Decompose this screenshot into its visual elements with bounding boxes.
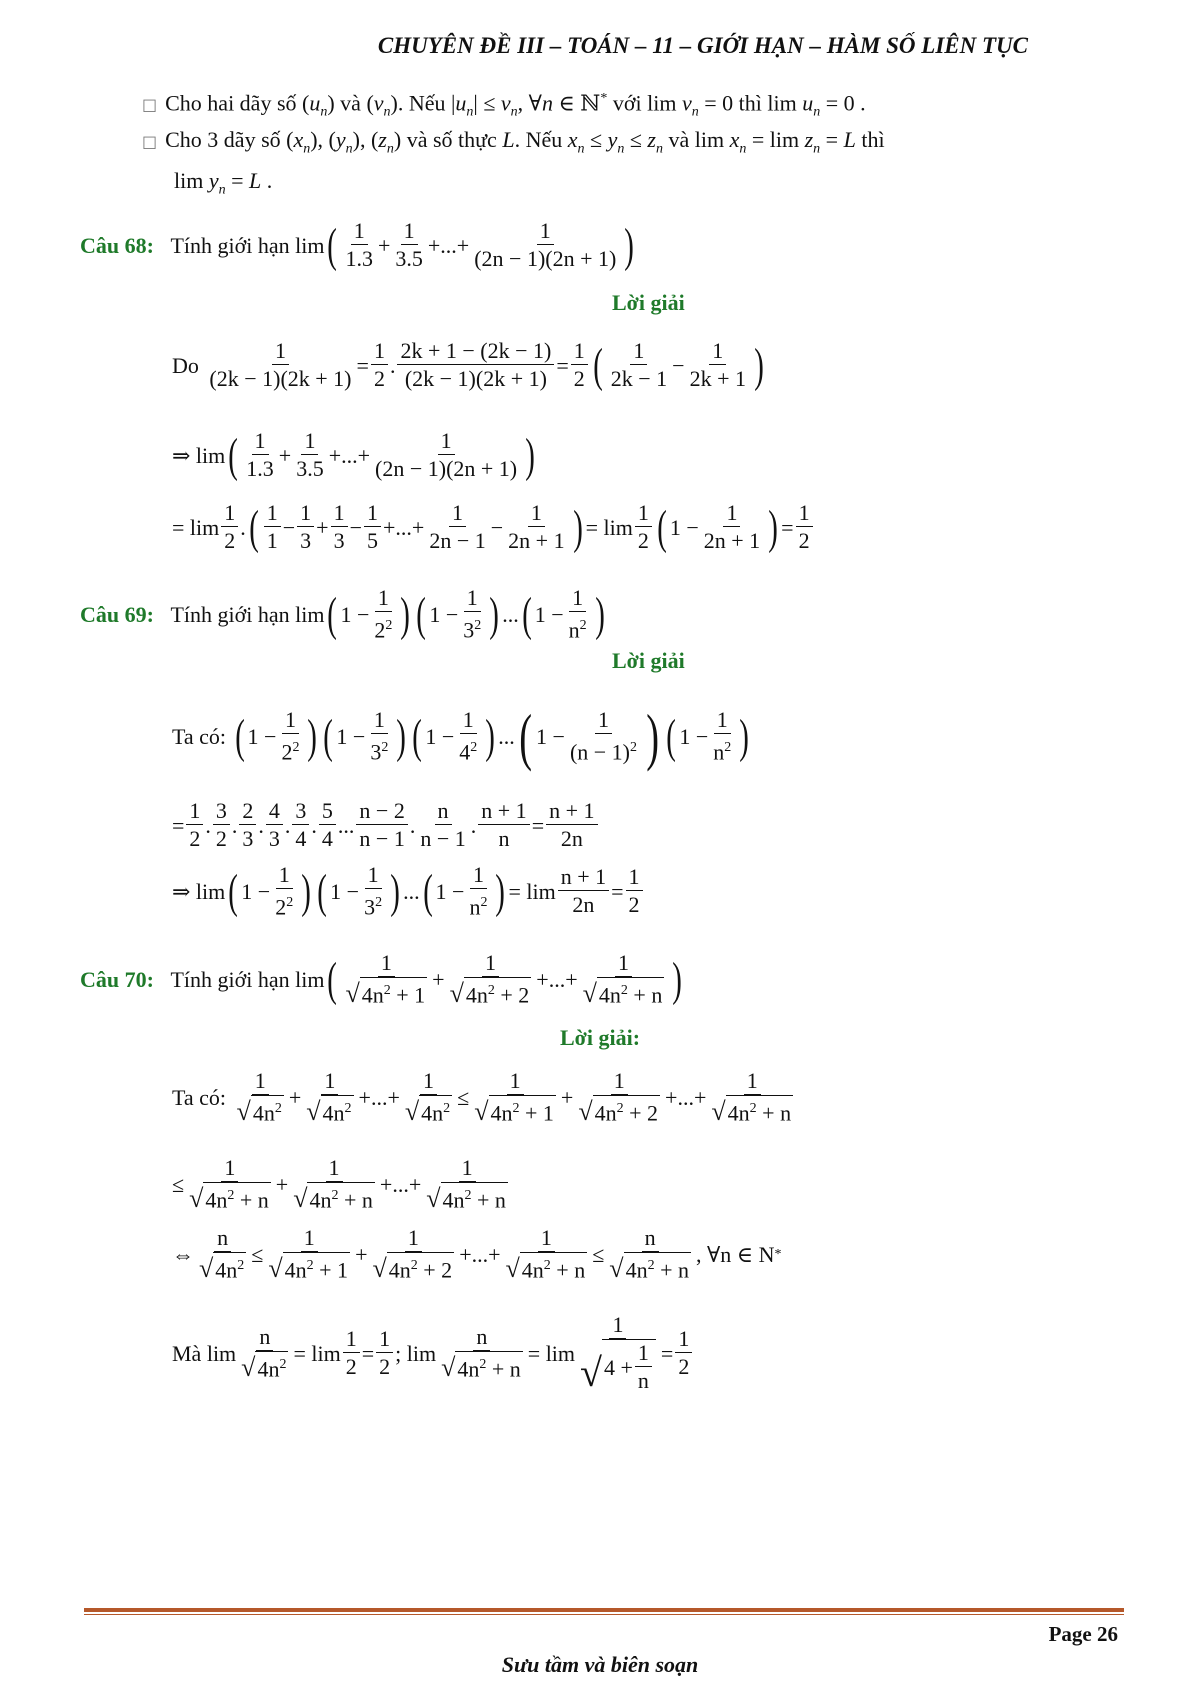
footer-credit: Sưu tầm và biên soạn xyxy=(501,1652,699,1677)
question-68: Câu 68: Tính giới hạn lim ( $\frac{1}{1.3}$ + $\frac{1}{3.5}$ +...+ $\frac{1}{(2n - 1)(2n + 1)}$ ) xyxy=(80,218,635,272)
bullet-icon: □ xyxy=(142,132,158,151)
q70-step-4: Mà lim n √ $4n^2$ = lim $\frac{1}{2}$ = $\frac{1}{2}$ ; lim n √ $4n^2 + n$ = lim 1 √ 4 + $\frac{1}{n}$ = $\frac{1}{2}$ xyxy=(172,1312,694,1395)
q70-step-1: Ta có: 1 √ $4n^2$ + 1 √ $4n^2$ +...+ 1 √ $4n^2$ ≤ 1 √ $4n^2 + 1$ + 1 √ $4n^2 + 2$ +...+ 1 √ $4n^2 + n$ xyxy=(172,1068,792,1127)
theorem-bullet-1: □ Cho hai dãy số $(u_n)$ và $(v_n)$. Nếu $|u_n| \le v_n$, ∀n ∈ ℕ* với $\lim v_n = 0$ thì $\lim u_n = 0$ . xyxy=(142,90,866,120)
theorem-bullet-2-cont: $\lim y_n = L$ . xyxy=(174,168,273,198)
footer-rule-thin xyxy=(84,1614,1124,1615)
bullet-icon: □ xyxy=(142,95,158,115)
q70-step-3: ⇔ n √ $4n^2$ ≤ 1 √ $4n^2 + 1$ + 1 √ $4n^2 + 2$ +...+ 1 √ $4n^2 + n$ ≤ n √ $4n^2 + n$ , ∀n ∈ N * xyxy=(172,1225,782,1284)
q68-step-1: Do $\frac{1}{(2k - 1)(2k + 1)}$ = $\frac{1}{2}$ . $\frac{2k + 1 - (2k - 1)}{(2k - 1)(2k + 1)}$ = $\frac{1}{2}$ ( $\frac{1}{2k - 1}$ − $\frac{1}{2k + 1}$ ) xyxy=(172,338,764,392)
q68-step-3: = lim $\frac{1}{2}$ . ( $\frac{1}{1}$ − $\frac{1}{3}$ + $\frac{1}{3}$ − $\frac{1}{5}$ +...+ $\frac{1}{2n - 1}$ − $\frac{1}{2n + 1}$ ) = lim $\frac{1}{2}$ ( 1 − $\frac{1}{2n + 1}$ ) = $\frac{1}{2}$ xyxy=(172,500,815,555)
footer-rule xyxy=(84,1608,1124,1612)
question-label: Câu 70: xyxy=(80,966,154,992)
q69-step-1: Ta có: ( 1 − $\frac{1}{2^2}$ ) ( 1 − $\frac{1}{3^2}$ ) ( 1 − $\frac{1}{4^2}$ ) ... ( 1 − $\frac{1}{(n - 1)^2}$ ) ( 1 − $\frac{1}{n^2}$ ) xyxy=(172,701,750,772)
q70-step-2: ≤ 1 √ $4n^2 + n$ + 1 √ $4n^2 + n$ +...+ 1 √ $4n^2 + n$ xyxy=(172,1155,506,1214)
question-label: Câu 69: xyxy=(80,601,154,627)
q68-step-2: ⇒ lim ( $\frac{1}{1.3}$ + $\frac{1}{3.5}$ +...+ $\frac{1}{(2n - 1)(2n + 1)}$ ) xyxy=(172,428,535,482)
solution-heading-68: Lời giải xyxy=(612,290,685,315)
theorem-bullet-2: □ Cho 3 dãy số $(x_n)$, $(y_n)$, $(z_n)$ và số thực L. Nếu $x_n \le y_n \le z_n$ và $\lim x_n = \lim z_n = L$ thì xyxy=(142,127,885,157)
page-number: Page 26 xyxy=(1048,1622,1118,1646)
q69-step-2: = $\frac{1}{2}$ . $\frac{3}{2}$ . $\frac{2}{3}$ . $\frac{4}{3}$ . $\frac{3}{4}$ . $\frac{5}{4}$ ... $\frac{n - 2}{n - 1}$ . $\frac{n}{n - 1}$ . $\frac{n + 1}{n}$ = $\frac{n + 1}{2n}$ xyxy=(172,798,600,853)
page-header: CHUYÊN ĐỀ III – TOÁN – 11 – GIỚI HẠN – HÀM SỐ LIÊN TỤC xyxy=(377,33,1028,58)
question-label: Câu 68: xyxy=(80,232,154,258)
question-69: Câu 69: Tính giới hạn lim ( 1 − $\frac{1}{2^2}$ ) ( 1 − $\frac{1}{3^2}$ ) ... ( 1 − $\frac{1}{n^2}$ ) xyxy=(80,585,605,643)
solution-heading-69: Lời giải xyxy=(612,648,685,673)
question-70: Câu 70: Tính giới hạn lim ( 1 √ $4n^2 + 1$ + 1 √ $4n^2 + 2$ +...+ 1 √ $4n^2 + n$ ) xyxy=(80,950,683,1009)
solution-heading-70: Lời giải: xyxy=(560,1025,641,1050)
q69-step-3: ⇒ lim ( 1 − $\frac{1}{2^2}$ ) ( 1 − $\frac{1}{3^2}$ ) ... ( 1 − $\frac{1}{n^2}$ ) = lim $\frac{n + 1}{2n}$ = $\frac{1}{2}$ xyxy=(172,862,645,921)
